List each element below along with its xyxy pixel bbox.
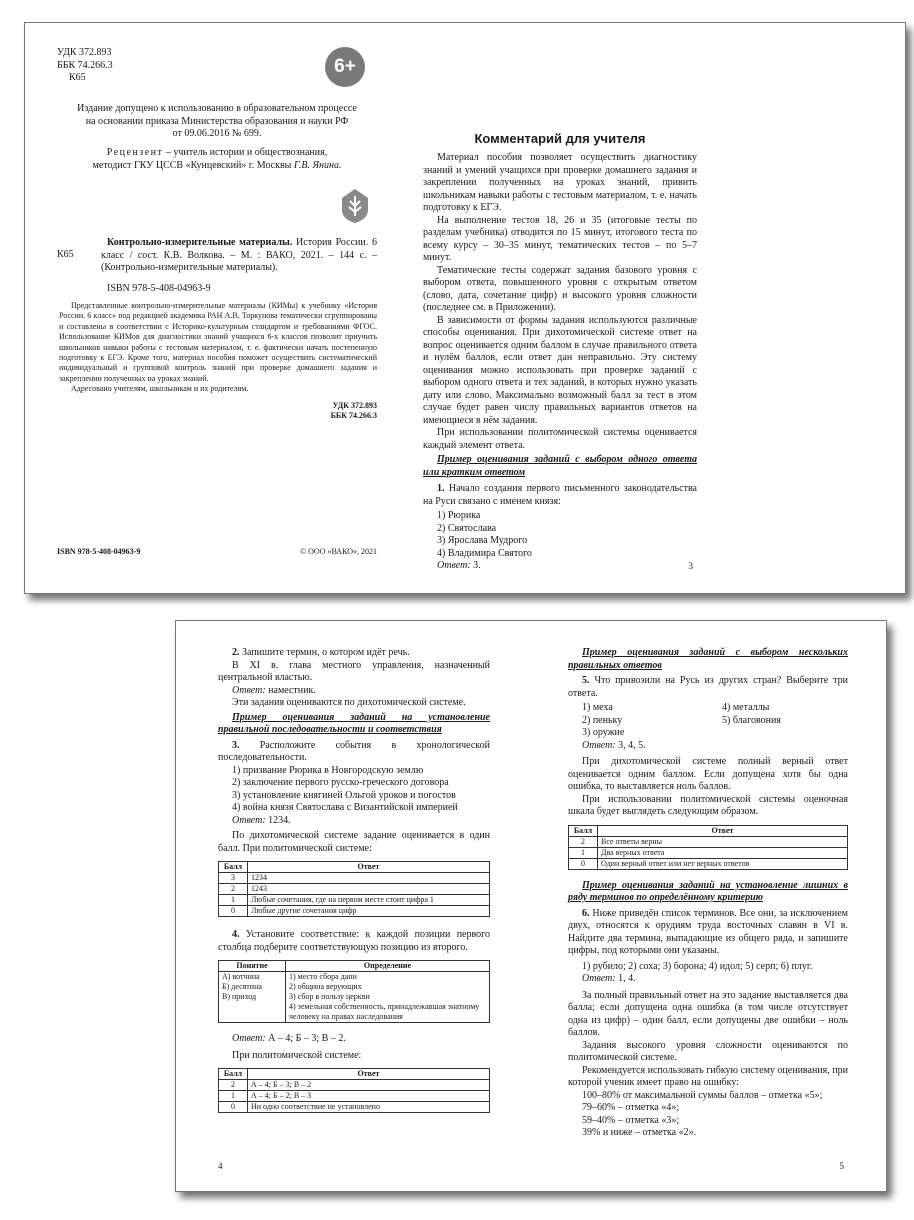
term-list: 1) рубило; 2) соха; 3) борона; 4) идол; 5) серп; 6) плуг. [582,960,813,972]
score-cell: 2 [569,836,598,847]
paragraph: За полный правильный ответ на это задание выставляется два балла; если допущена одна ошибка (в том числе отсутствует одна из цифр) – один балл, если допущены две ошибки – ноль баллов. [568,989,848,1038]
grade-line: 100–80% от максимальной суммы баллов – отметка «5»; [582,1089,823,1101]
grade-line: 39% и ниже – отметка «2». [582,1127,697,1138]
question-number: 5. [582,675,590,686]
table-header: Ответ [248,1069,490,1080]
answer-options [218,765,490,815]
answer-cell: А – 4; Б – 3; В – 2 [248,1080,490,1091]
answer-cell: Любые сочетания, где на первом месте стоит цифра 1 [248,895,490,906]
answer-option: 4) Владимира Святого [437,547,532,559]
imprint-page [57,23,377,593]
udk-repeat: УДК 372.893 [332,400,377,410]
paragraph: При политомической системе: [232,1049,362,1061]
definition-item: 1) место сбора дани [289,972,357,981]
reviewer-name: Г.В. Янина. [293,159,342,171]
question-text: Что привозили на Русь из других стран? Выберите три ответа. [568,675,848,699]
biblio-code: К65 [57,249,74,260]
question-number: 3. [232,739,240,751]
isbn-line: ISBN 978-5-408-04963-9 [107,282,211,294]
publisher-logo-icon [340,188,370,224]
answer-label: Ответ: [232,1033,266,1044]
answer-option: 2) заключение первого русско-греческого договора [232,777,449,788]
example-heading: Пример оценивания заданий с выбором нескольких правильных ответов [568,647,848,671]
paragraph: Рекомендуется использовать гибкую систему оценивания, при которой ученик имеет право на ошибку: [568,1064,848,1088]
answer-cell: Все ответы верны [598,836,848,847]
answer-label: Ответ: [232,684,266,696]
answer-cell: Два верных ответа [598,847,848,858]
reviewer-note [57,147,377,172]
age-rating-badge: 6+ [325,47,365,87]
table-header: Балл [219,862,248,873]
table-row [569,836,848,847]
table-header: Балл [219,1069,248,1080]
answer-cell: Ни одно соответствие не установлено [248,1102,490,1113]
approval-line: Издание допущено к использованию в образовательном процессе [77,103,357,114]
grade-line: 59–40% – отметка «3»; [582,1114,680,1126]
table-row [219,895,490,906]
biblio-title: Контрольно-измерительные материалы. [107,237,293,248]
reviewer-line2: методист ГКУ ЦССВ «Кунцевский» г. Москвы [92,159,294,171]
answer-cell: Один верный ответ или нет верных ответов [598,858,848,869]
answer-label: Ответ: [582,739,616,751]
table-row [219,972,490,1023]
answer-option: 2) Святослава [437,522,497,534]
grade-scale [568,1090,848,1140]
concept-item: Б) десятина [222,982,262,991]
paragraph: В зависимости от формы задания используются различные способы оценивания. При дихотомической системе ответ на вопрос оценивается одним баллом в случае правильного ответа и нулём баллов, если ответ дан неправильно. Эту систему оценивания можно использовать при проверке заданий с выбором одного ответа и тех заданий, в которых нужно указать дату или слово. Максимально возможный балл за тест в этом случае будет равен числу правильных вариантов ответов на имеющиеся в нём задания. [423,314,697,426]
scoring-table [218,1068,490,1113]
paragraph: Тематические тесты содержат задания базового уровня с выбором ответа, повышенного уровня с открытым ответом (слово, дата, сочетание цифр) и высокого уровня сложности (последнее см. в Приложении). [423,264,697,313]
paragraph: При дихотомической системе полный верный ответ оценивается одним баллом. Если допущена хотя бы одна ошибка, то выставляется ноль баллов. [568,756,848,792]
answer-cell: 1234 [248,873,490,884]
answer-value: 1, 4. [615,973,636,984]
answer-value: 3, 4, 5. [615,739,646,751]
answer-value: А – 4; Б – 3; В – 2. [265,1033,346,1044]
bibliographic-record [57,237,377,421]
approval-line: от 09.06.2016 № 699. [172,128,262,139]
book-spread-top [24,22,906,594]
grade-line: 79–60% – отметка «4»; [582,1102,680,1113]
paragraph: На выполнение тестов 18, 26 и 35 (итоговые тесты по разделам учебника) отводится по 15 минут, итогового теста по всему курсу – 30–35 минут, тематических тестов – по 5–7 минут. [423,214,697,263]
paragraph: Эти задания оцениваются по дихотомической системе. [232,697,466,708]
question-text: Расположите события в хронологической последовательности. [218,739,490,763]
page-5 [568,621,848,1191]
table-row [219,884,490,895]
concept-item: А) вотчина [222,972,260,981]
example-heading: Пример оценивания заданий на установление правильной последовательности и соответствия [218,711,490,735]
table-row [219,1102,490,1113]
question-number: 1. [437,483,445,494]
page-number: 3 [688,561,693,571]
reviewer-text: – учитель истории и обществознания, [163,147,328,158]
table-row [219,906,490,917]
answer-option: 1) меха [582,702,613,713]
page-number: 4 [218,1161,223,1171]
approval-note [57,103,377,141]
answer-value: 3. [470,560,481,571]
question-number: 4. [232,929,240,940]
table-header: Понятие [219,961,286,972]
scoring-table [568,825,848,870]
paragraph: При использовании политомической системы оценивается каждый элемент ответа. [423,427,697,451]
definition-item: 3) сбор в пользу церкви [289,992,370,1001]
table-row [219,1091,490,1102]
score-cell: 1 [569,847,598,858]
bbk-repeat: ББК 74.266.3 [330,411,377,421]
answer-option: 1) призвание Рюрика в Новгородскую землю [232,764,424,776]
score-cell: 0 [569,858,598,869]
answer-option: 3) Ярослава Мудрого [437,535,528,546]
table-row [569,847,848,858]
score-cell: 0 [219,1102,248,1113]
paragraph: По дихотомической системе задание оценивается в один балл. При политомической системе: [218,830,490,854]
answer-option: 4) война князя Святослава с Византийской империей [232,802,458,813]
question-body: В XI в. глава местного управления, назначенный центральной властью. [218,659,490,683]
author-code: К65 [69,72,86,83]
bbk-code: ББК 74.266.3 [57,59,113,71]
paragraph: Задания высокого уровня сложности оцениваются по политомической системе. [568,1039,848,1063]
score-cell: 2 [219,1080,248,1091]
example-heading: Пример оценивания заданий на установление лишних в ряду терминов по определённому критерию [568,879,848,903]
answer-label: Ответ: [582,973,616,984]
answer-label: Ответ: [437,560,471,571]
matching-table [218,960,490,1023]
score-cell: 0 [219,906,248,917]
answer-value: 1234. [265,814,291,826]
question-number: 6. [582,907,590,919]
approval-line: на основании приказа Министерства образования и науки РФ [85,115,349,127]
definition-item: 2) община верующих [289,982,362,991]
definition-item: 4) земельная собственность, принадлежавшая знатному человеку на правах наследования [289,1002,480,1021]
answer-options [423,510,697,560]
answer-option: 4) металлы [722,702,770,713]
paragraph: При использовании политомической системы оценочная шкала будет выглядеть следующим образом. [568,793,848,817]
answer-cell: А – 4; Б – 2; В – 3 [248,1091,490,1102]
isbn-footer: ISBN 978-5-408-04963-9 [57,547,141,556]
classification-codes [57,47,113,85]
reviewer-label: Рецензент [106,147,164,158]
annotation: Представленные контрольно-измерительные материалы (КИМы) к учебнику «История России. 6 класс» под редакцией академика РАН А.В. Торкунова тематически сгруппированы и составлены в соответствии с Историко-культурным стандартом и требованиями ФГОС. Использование КИМов для диагностики знаний учащихся 6-х классов позволит приучить школьников навыки работы с тестовым материалом, т. е. фактически начать постепенную подготовку к ЕГЭ. Кроме того, материал пособия поможет осуществить систематический индивидуальный и групповой контроль знаний при проверке домашнего задания и закреплении полученных на уроках знаний. [59,301,377,383]
example-heading: Пример оценивания заданий с выбором одного ответа или кратким ответом [423,454,697,478]
answer-option: 2) пеньку [582,714,623,726]
page-heading: Комментарий для учителя [474,131,646,146]
page-number: 5 [839,1161,844,1171]
concept-item: В) приход [222,992,257,1001]
table-row [219,1080,490,1091]
table-row [219,873,490,884]
page-3 [423,23,697,593]
question-number: 2. [232,647,240,658]
udk-code: УДК 372.893 [57,47,112,58]
audience-note: Адресовано учителям, школьникам и их родителям. [71,384,249,394]
imprint-footer [57,547,377,557]
question-text: Запишите термин, о котором идёт речь. [239,647,410,658]
scoring-table [218,861,490,917]
table-header: Ответ [598,825,848,836]
answer-label: Ответ: [232,814,266,826]
score-cell: 1 [219,1091,248,1102]
answer-option: 3) оружие [582,727,625,738]
answer-option: 1) Рюрика [437,510,481,521]
question-text: Установите соответствие: к каждой позиции первого столбца подберите соответствующую позицию из второго. [218,929,490,953]
score-cell: 1 [219,895,248,906]
paragraph: Материал пособия позволяет осуществить диагностику знаний и умений учащихся при проверке домашнего задания и закреплении полученных на уроках знаний, привить школьникам навыки работы с тестовым материалом, т. е. начать подготовку к ЕГЭ. [423,152,697,213]
answer-value: наместник. [265,684,316,696]
table-header: Определение [286,961,490,972]
answer-cell: 1243 [248,884,490,895]
answer-options [568,702,848,740]
answer-option: 3) установление княгиней Ольгой уроков и погостов [232,789,456,801]
question-text: Ниже приведён список терминов. Все они, за исключением двух, относятся к орудиям труда восточных славян в VI в. Найдите два термина, выпадающие из общего ряда, и запишите цифры, под которыми они указаны. [568,907,848,956]
table-header: Балл [569,825,598,836]
copyright: © ООО «ВАКО», 2021 [300,547,377,556]
book-spread-bottom [175,620,887,1192]
score-cell: 3 [219,873,248,884]
answer-cell: Любые другие сочетания цифр [248,906,490,917]
score-cell: 2 [219,884,248,895]
page-4 [218,621,490,1191]
answer-option: 5) благовония [722,714,781,726]
table-row [569,858,848,869]
biblio-text: История России. 6 класс / сост. К.В. Волкова. – М. : ВАКО, 2021. – 144 с. – (Контрольно-измерительные материалы). [101,237,377,273]
question-text: Начало создания первого письменного законодательства на Руси связано с именем князя: [423,483,697,507]
table-header: Ответ [248,862,490,873]
